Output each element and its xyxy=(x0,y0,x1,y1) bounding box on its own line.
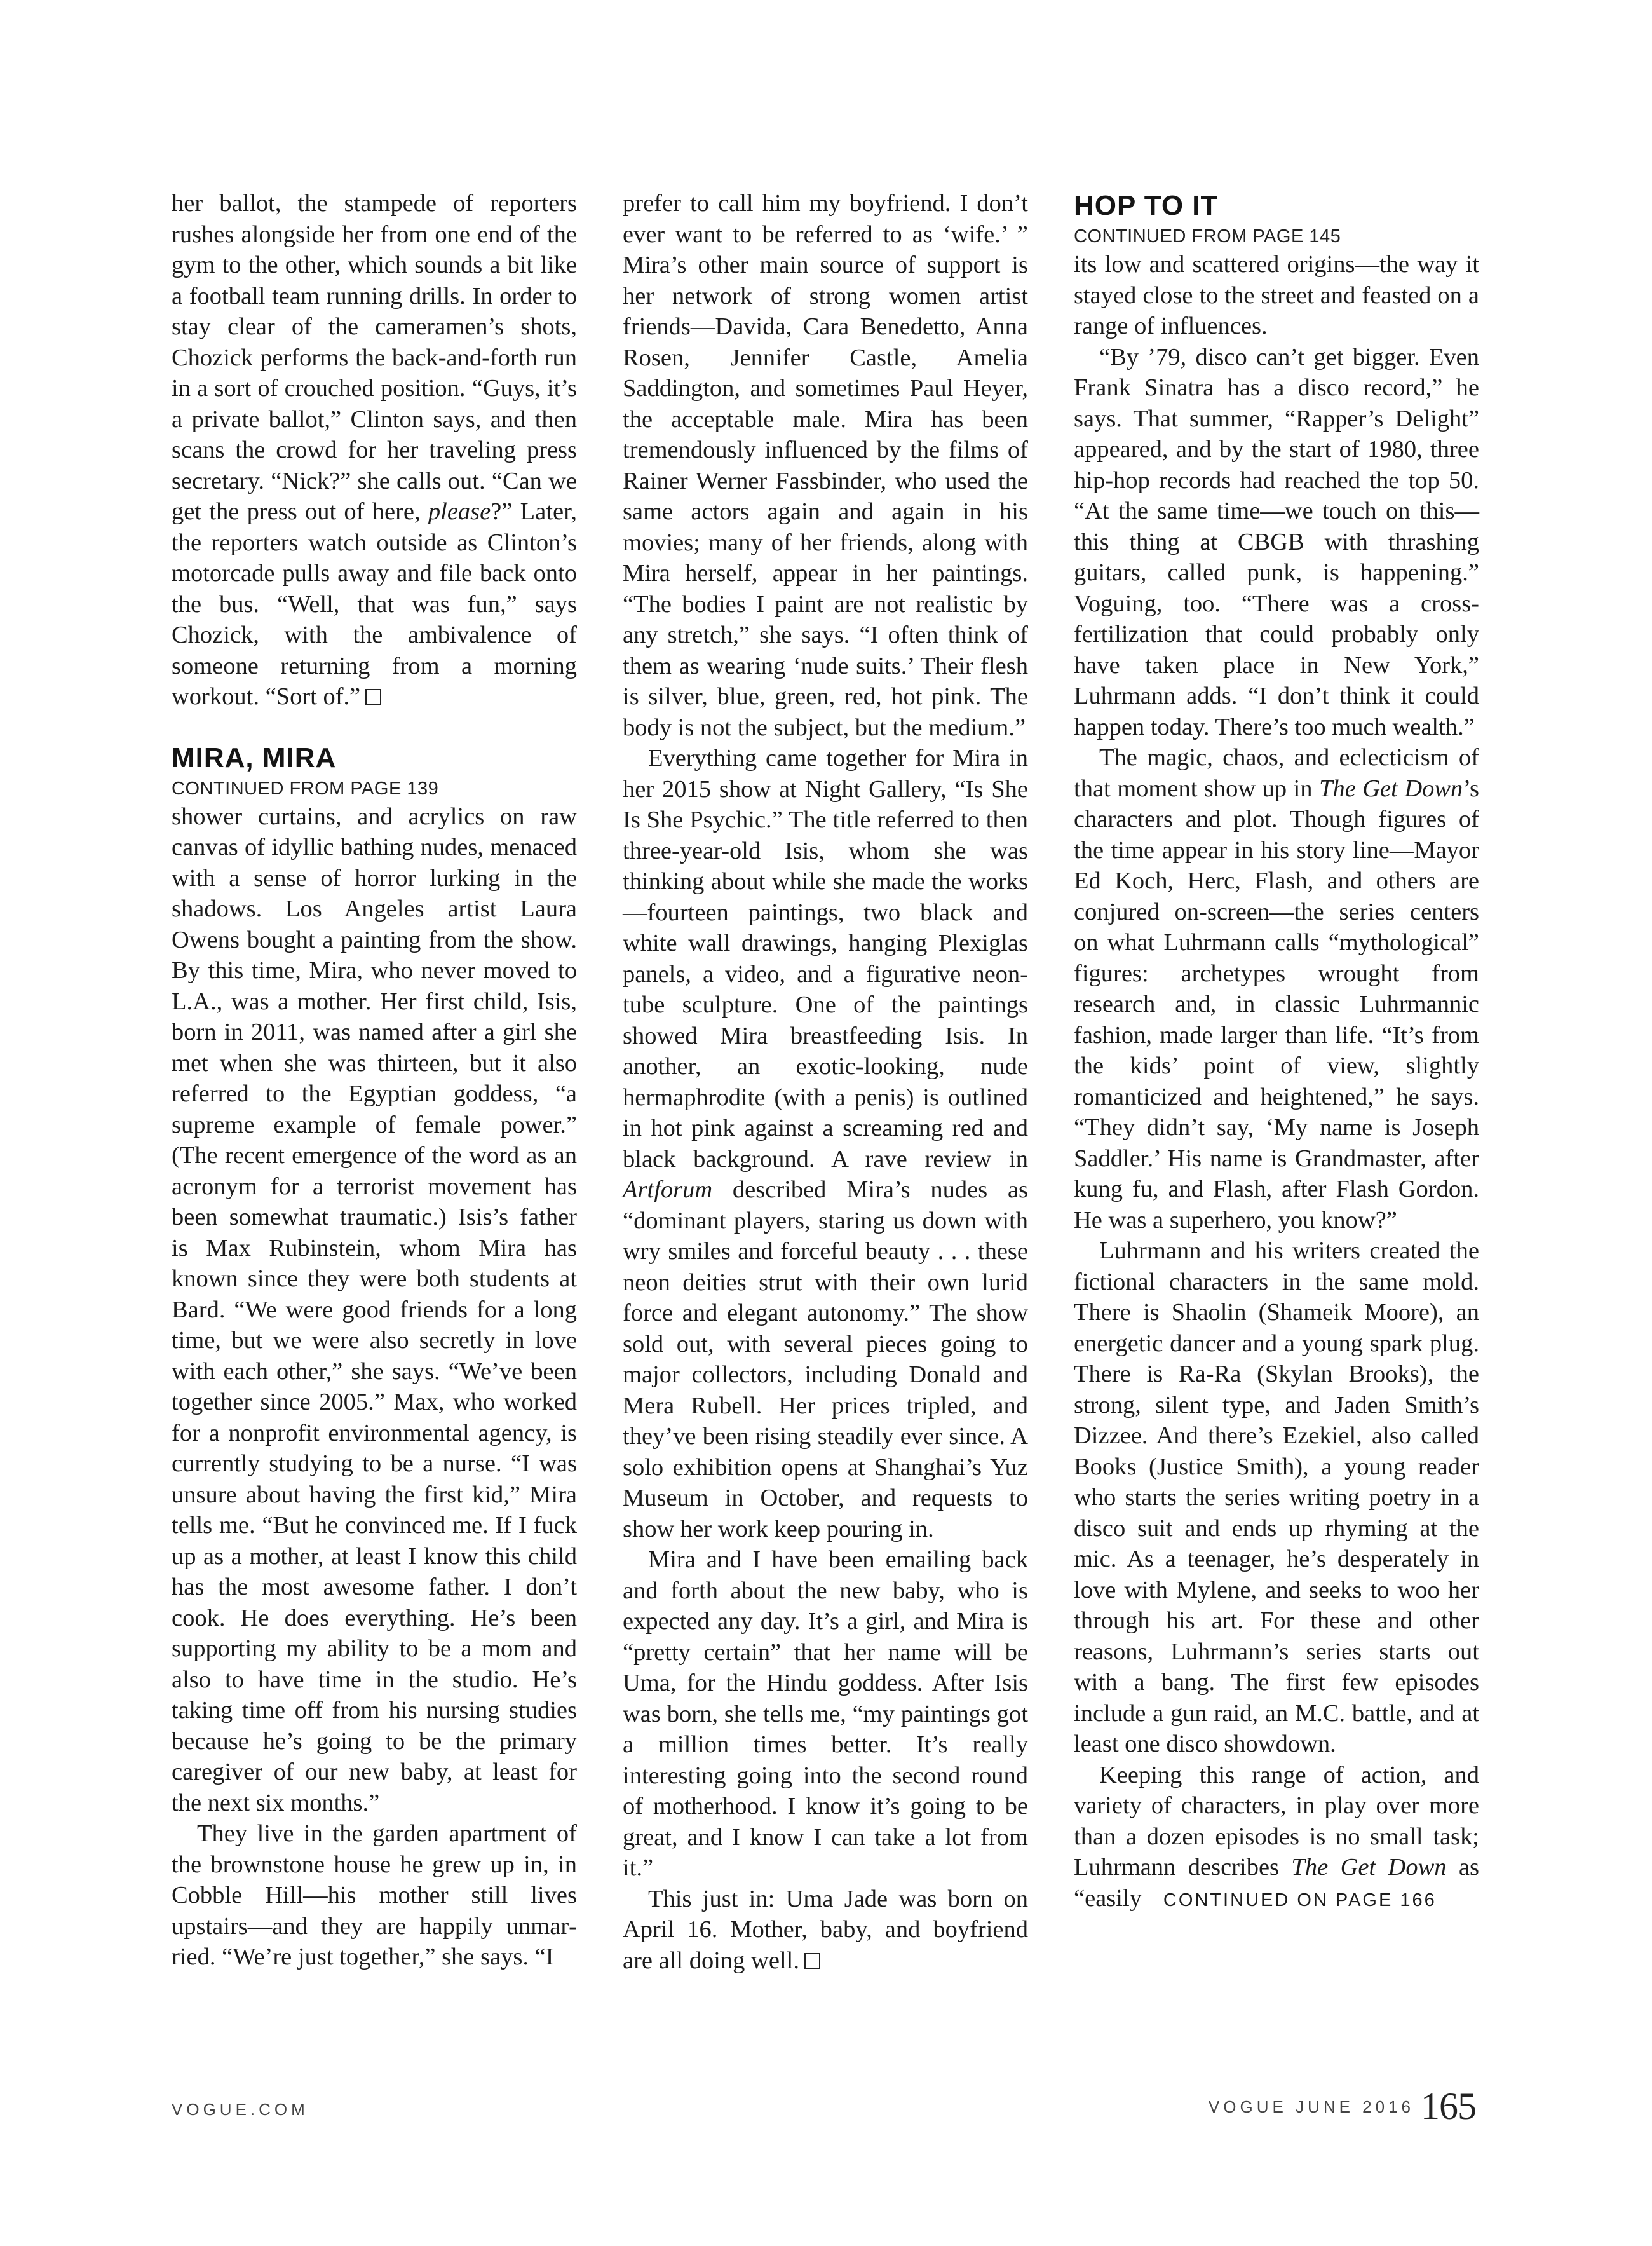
text-column-2 xyxy=(623,188,1028,1976)
continued-on-label: CONTINUED ON PAGE 166 xyxy=(1163,1889,1437,1910)
section-heading-hop-to-it: HOP TO IT xyxy=(1074,190,1219,221)
continued-from-label: CONTINUED FROM PAGE 139 xyxy=(172,778,439,799)
article-paragraph: her ballot, the stampede of reporters rushes alongside her from one end of the gym to the other, which sounds a bit like a football team running drills. In order to stay clear of the cameramen’s shots, Chozick performs the back-and-forth run in a sort of crouched position. “Guys, it’s a private ballot,” Clinton says, and then scans the crowd for her traveling press secretary. “Nick?” she calls out. “Can we get the press out of here, please?” Later, the reporters watch outside as Clinton’s motorcade pulls away and file back onto the bus. “Well, that was fun,” says Chozick, with the ambivalence of someone returning from a morning workout. “Sort of.” xyxy=(172,190,577,710)
article-paragraph: Luhrmann and his writers created the fictional characters in the same mold. There is Shaolin (Shameik Moore), an energetic dancer and a young spark plug. There is Ra-Ra (Skylan Brooks), the strong, silent type, and Jaden Smith’s Dizzee. And there’s Ezekiel, also called Books (Justice Smith), a young reader who starts the series writing poetry in a disco suit and ends up rhyming at the mic. As a teenager, he’s desperately in love with Mylene, and seeks to woo her through his art. For these and other reasons, Luhrmann’s series starts out with a bang. The first few episodes include a gun raid, an M.C. battle, and at least one disco showdown. xyxy=(1074,1237,1479,1757)
article-paragraph: Everything came together for Mira in her 2015 show at Night Gallery, “Is She Is She Psychic.” The title referred to then three-year-old Isis, whom she was thinking about while she made the works—fourteen paintings, two black and white wall drawings, hanging Plexiglas panels, a video, and a figurative neon-tube sculpture. One of the paintings showed Mira breastfeeding Isis. In another, an exotic-looking, nude hermaphrodite (with a penis) is outlined in hot pink against a screaming red and black background. A rave review in Artforum described Mira’s nudes as “dominant players, staring us down with wry smiles and forceful beauty . . . these neon deities strut with their own lurid force and elegant autonomy.” The show sold out, with several pieces going to major collectors, including Donald and Mera Rubell. Her prices tripled, and they’ve been rising steadily ever since. A solo exhibition opens at Shanghai’s Yuz Museum in October, and requests to show her work keep pouring in. xyxy=(623,745,1028,1542)
emphasis-text: Artforum xyxy=(623,1176,713,1203)
continued-from-label: CONTINUED FROM PAGE 145 xyxy=(1074,226,1341,247)
article-paragraph: “By ’79, disco can’t get bigger. Even Frank Sinatra has a disco record,” he says. That summer, “Rapper’s Delight” appeared, and by the start of 1980, three hip-hop records had reached the top 50. “At the same time—we touch on this—this thing at CBGB with thrashing guitars, called punk, is happening.” Voguing, too. “There was a cross-fertilization that could probably only have taken place in New York,” Luhrmann adds. “I don’t think it could happen today. There’s too much wealth.” xyxy=(1074,343,1479,740)
footer-folio xyxy=(1209,2085,1476,2128)
footer-issue-label: VOGUE JUNE 2016 xyxy=(1208,2097,1414,2116)
footer-site-url: VOGUE.COM xyxy=(172,2100,309,2119)
emphasis-text: The Get Down xyxy=(1291,1854,1447,1881)
article-paragraph: prefer to call him my boyfriend. I don’t ever want to be referred to as ‘wife.’ ” Mira’s other main source of support is her network of strong women artist friends—Davida, Cara Benedetto, Anna Rosen, Jennifer Castle, Amelia Saddington, and sometimes Paul Heyer, the acceptable male. Mira has been tremendously influenced by the films of Rainer Werner Fassbinder, who used the same actors again and again in his movies; many of her friends, along with Mira herself, appear in her paintings. “The bodies I paint are not realistic by any stretch,” she says. “I often think of them as wearing ‘nude suits.’ Their flesh is silver, blue, green, red, hot pink. The body is not the subject, but the medium.” xyxy=(623,190,1028,741)
article-paragraph: shower curtains, and acrylics on raw canvas of idyllic bathing nudes, menaced with a sense of horror lurking in the shadows. Los Angeles artist Laura Owens bought a painting from the show. By this time, Mira, who never moved to L.A., was a mother. Her first child, Isis, born in 2011, was named after a girl she met when she was thirteen, but it also referred to the Egyptian goddess, “a supreme example of female power.” (The recent emergence of the word as an acronym for a terrorist movement has been somewhat traumatic.) Isis’s father is Max Rubinstein, whom Mira has known since they were both students at Bard. “We were good friends for a long time, but we were also secretly in love with each other,” she says. “We’ve been together since 2005.” Max, who worked for a nonprofit environmental agency, is currently studying to be a nurse. “I was unsure about having the first kid,” Mira tells me. “But he convinced me. If I fuck up as a mother, at least I know this child has the most awesome father. I don’t cook. He does everything. He’s been supporting my ability to be a mom and also to have time in the studio. He’s taking time off from his nursing studies because he’s going to be the primary caregiver of our new baby, at least for the next six months.” xyxy=(172,803,577,1816)
section-heading-mira-mira: MIRA, MIRA xyxy=(172,742,337,773)
end-of-article-square-icon xyxy=(365,689,381,705)
text-column-3 xyxy=(1074,188,1479,1916)
article-paragraph: Mira and I have been emailing back and forth about the new baby, who is expected any day. It’s a girl, and Mira is “pretty certain” that her name will be Uma, for the Hindu goddess. After Isis was born, she tells me, “my paintings got a million times better. It’s really interesting going into the second round of motherhood. I know it’s going to be great, and I know I can take a lot from it.” xyxy=(623,1546,1028,1881)
page-number: 165 xyxy=(1421,2085,1476,2127)
article-paragraph: This just in: Uma Jade was born on April 16. Mother, baby, and boyfriend are all doing well. xyxy=(623,1885,1028,1974)
article-paragraph: They live in the garden apartment of the brownstone house he grew up in, in Cobble Hill—his mother still lives upstairs—and they are happily unmarried. “We’re just together,” she says. “I xyxy=(172,1820,577,1970)
article-paragraph: Keeping this range of action, and variety of characters, in play over more than a dozen episodes is no small task; Luhrmann describes The Get Down as “easily CONTINUED ON PAGE 166 xyxy=(1074,1761,1479,1912)
text-column-1 xyxy=(172,188,577,1973)
emphasis-text: please xyxy=(428,498,491,525)
end-of-article-square-icon xyxy=(804,1953,820,1969)
article-paragraph: its low and scattered origins—the way it stayed close to the street and feasted on a range of influences. xyxy=(1074,251,1479,339)
article-paragraph: The magic, chaos, and eclecticism of that moment show up in The Get Down’s characters and plot. Though figures of the time appear in his story line—Mayor Ed Koch, Herc, Flash, and others are conjured on-screen—the series centers on what Luhrmann calls “mythological” figures: archetypes wrought from research and, in classic Luhrmannic fashion, made larger than life. “It’s from the kids’ point of view, slightly romanticized and heightened,” he says. “They didn’t say, ‘My name is Joseph Saddler.’ His name is Grandmaster, after kung fu, and Flash, after Flash Gordon. He was a superhero, you know?” xyxy=(1074,744,1479,1234)
emphasis-text: The Get Down xyxy=(1319,775,1463,802)
